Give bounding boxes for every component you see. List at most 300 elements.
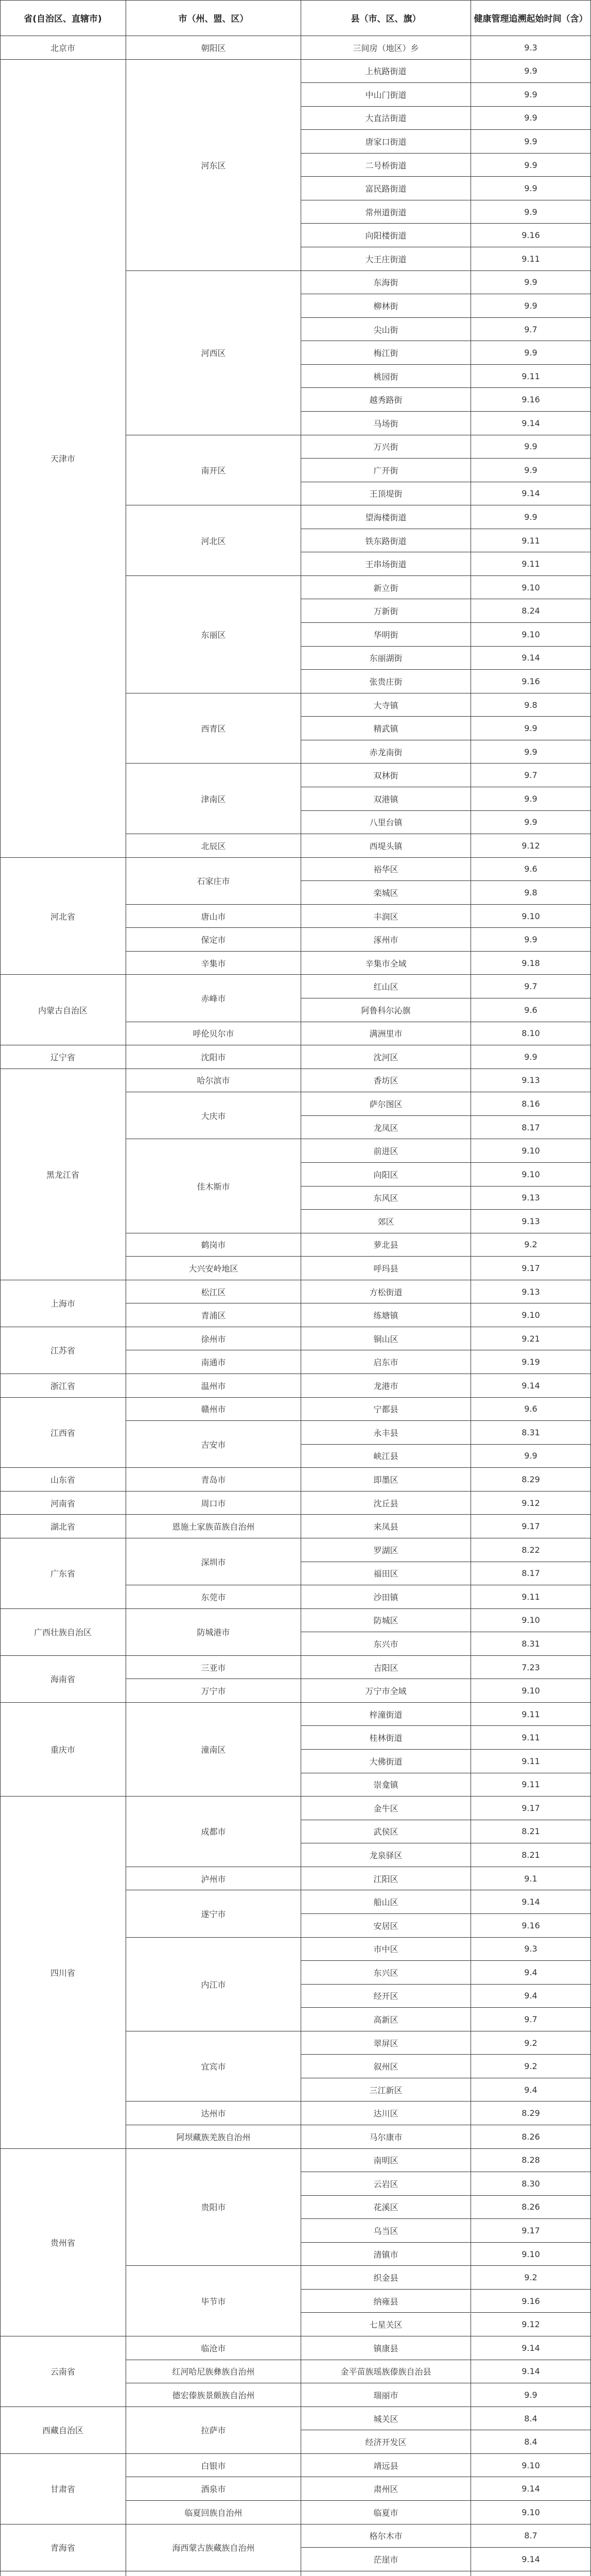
date-cell: 9.4 <box>471 2078 591 2102</box>
county-cell: 云岩区 <box>301 2172 471 2196</box>
date-cell: 9.19 <box>471 1350 591 1374</box>
date-cell: 8.16 <box>471 1092 591 1116</box>
county-cell: 富民路街道 <box>301 177 471 200</box>
date-cell: 9.9 <box>471 2383 591 2407</box>
county-cell: 罗湖区 <box>301 1538 471 1562</box>
date-cell: 8.30 <box>471 2172 591 2196</box>
date-cell: 9.14 <box>471 2336 591 2360</box>
city-cell: 津南区 <box>126 764 301 834</box>
county-cell: 马场街 <box>301 412 471 435</box>
date-cell: 9.17 <box>471 1515 591 1538</box>
date-cell: 8.24 <box>471 599 591 623</box>
date-cell: 9.10 <box>471 2454 591 2478</box>
county-cell: 上杭路街道 <box>301 60 471 83</box>
county-cell: 王顶堤街 <box>301 482 471 506</box>
date-cell: 9.11 <box>471 247 591 271</box>
county-cell: 江阳区 <box>301 1867 471 1891</box>
date-cell: 8.21 <box>471 1820 591 1844</box>
county-cell: 七星关区 <box>301 2313 471 2337</box>
date-cell: 9.16 <box>471 1914 591 1938</box>
county-cell: 丰润区 <box>301 905 471 928</box>
city-cell: 万宁市 <box>126 1679 301 1703</box>
header-time: 健康管理追溯起始时间（含） <box>471 0 591 36</box>
county-cell: 即墨区 <box>301 1468 471 1492</box>
date-cell: 9.11 <box>471 1750 591 1773</box>
province-cell: 湖北省 <box>0 1515 126 1538</box>
county-cell: 武侯区 <box>301 1820 471 1844</box>
county-cell: 高新区 <box>301 2008 471 2031</box>
date-cell: 8.29 <box>471 1468 591 1492</box>
county-cell: 方松街道 <box>301 1280 471 1304</box>
province-cell: 海南省 <box>0 1656 126 1703</box>
date-cell: 9.9 <box>471 177 591 200</box>
date-cell: 9.11 <box>471 1773 591 1797</box>
city-cell: 酒泉市 <box>126 2477 301 2501</box>
county-cell: 花溪区 <box>301 2196 471 2219</box>
date-cell: 8.17 <box>471 1562 591 1586</box>
province-cell: 贵州省 <box>0 2149 126 2336</box>
date-cell: 9.1 <box>471 1867 591 1891</box>
county-cell: 新立街 <box>301 576 471 600</box>
city-cell: 大庆市 <box>126 1092 301 1139</box>
county-cell: 临夏市 <box>301 2501 471 2524</box>
county-cell: 大佛街道 <box>301 1750 471 1773</box>
date-cell: 9.9 <box>471 717 591 740</box>
county-cell: 精武镇 <box>301 717 471 740</box>
city-cell: 贵阳市 <box>126 2149 301 2266</box>
province-cell: 山东省 <box>0 1468 126 1492</box>
city-cell: 东莞市 <box>126 1585 301 1609</box>
county-cell: 裕华区 <box>301 858 471 882</box>
date-cell: 8.17 <box>471 1116 591 1140</box>
city-cell: 拉萨市 <box>126 2407 301 2454</box>
county-cell: 铜山区 <box>301 1327 471 1351</box>
date-cell: 9.14 <box>471 482 591 506</box>
county-cell: 辛集市全域 <box>301 952 471 975</box>
date-cell: 9.11 <box>471 1585 591 1609</box>
date-cell: 8.4 <box>471 2430 591 2454</box>
county-cell: 西堤头镇 <box>301 834 471 858</box>
county-cell: 南明区 <box>301 2149 471 2173</box>
date-cell: 8.21 <box>471 1843 591 1867</box>
county-cell: 东风区 <box>301 1187 471 1210</box>
date-cell: 9.14 <box>471 2548 591 2571</box>
header-city: 市（州、盟、区） <box>126 0 301 36</box>
county-cell: 东丽湖街 <box>301 647 471 670</box>
county-cell: 三江新区 <box>301 2078 471 2102</box>
date-cell: 9.13 <box>471 1280 591 1304</box>
province-cell: 广东省 <box>0 1538 126 1609</box>
date-cell: 9.18 <box>471 952 591 975</box>
city-cell: 沈阳市 <box>126 1045 301 1069</box>
province-cell: 辽宁省 <box>0 1045 126 1069</box>
county-cell: 龙泉驿区 <box>301 1843 471 1867</box>
date-cell: 9.11 <box>471 1703 591 1726</box>
date-cell: 9.2 <box>471 1233 591 1257</box>
date-cell: 9.16 <box>471 388 591 412</box>
date-cell: 9.9 <box>471 435 591 459</box>
city-cell: 临沧市 <box>126 2336 301 2360</box>
county-cell: 城关区 <box>301 2407 471 2431</box>
date-cell: 9.4 <box>471 1985 591 2008</box>
date-cell: 9.10 <box>471 2243 591 2266</box>
city-cell: 哈尔滨市 <box>126 1069 301 1093</box>
county-cell: 常州道街道 <box>301 200 471 224</box>
date-cell: 9.9 <box>471 130 591 154</box>
province-cell: 西藏自治区 <box>0 2407 126 2454</box>
date-cell: 9.14 <box>471 647 591 670</box>
date-cell: 9.9 <box>471 787 591 811</box>
county-cell: 铁东路街道 <box>301 529 471 553</box>
date-cell: 9.10 <box>471 1679 591 1703</box>
date-cell: 9.7 <box>471 2008 591 2031</box>
county-cell: 向阳区 <box>301 1163 471 1187</box>
county-cell: 萨尔图区 <box>301 1092 471 1116</box>
county-cell: 王串场街道 <box>301 552 471 576</box>
city-cell: 佳木斯市 <box>126 1139 301 1233</box>
header-county: 县（市、区、旗） <box>301 0 471 36</box>
city-cell: 赤峰市 <box>126 975 301 1022</box>
city-cell: 青浦区 <box>126 1303 301 1327</box>
province-cell: 内蒙古自治区 <box>0 975 126 1045</box>
county-cell: 万宁市全域 <box>301 1679 471 1703</box>
city-cell: 石家庄市 <box>126 858 301 905</box>
date-cell: 9.9 <box>471 107 591 130</box>
county-cell: 梓潼街道 <box>301 1703 471 1726</box>
city-cell: 泸州市 <box>126 1867 301 1891</box>
date-cell: 9.10 <box>471 1163 591 1187</box>
county-cell: 织金县 <box>301 2266 471 2290</box>
province-cell: 江西省 <box>0 1398 126 1468</box>
date-cell: 9.8 <box>471 693 591 717</box>
county-cell: 郊区 <box>301 1210 471 1233</box>
city-cell: 大兴安岭地区 <box>126 1257 301 1280</box>
city-cell: 保定市 <box>126 928 301 952</box>
date-cell: 8.10 <box>471 1022 591 1046</box>
city-cell: 深圳市 <box>126 1538 301 1585</box>
county-cell: 双港镇 <box>301 787 471 811</box>
county-cell: 越秀路街 <box>301 388 471 412</box>
county-cell: 福田区 <box>301 1562 471 1586</box>
county-cell: 永丰县 <box>301 1421 471 1445</box>
county-cell: 万兴街 <box>301 435 471 459</box>
city-cell: 朝阳区 <box>126 36 301 60</box>
county-cell: 船山区 <box>301 1890 471 1914</box>
city-cell: 松江区 <box>126 1280 301 1304</box>
county-cell: 红山区 <box>301 975 471 998</box>
date-cell: 9.12 <box>471 834 591 858</box>
date-cell: 8.28 <box>471 2149 591 2173</box>
county-cell: 大王庄街道 <box>301 247 471 271</box>
county-cell: 双林街 <box>301 764 471 787</box>
city-cell: 河北区 <box>126 505 301 576</box>
county-cell: 东兴区 <box>301 1961 471 1985</box>
date-cell: 9.10 <box>471 1609 591 1633</box>
date-cell: 9.4 <box>471 1961 591 1985</box>
city-cell: 三亚市 <box>126 1656 301 1680</box>
county-cell: 尖山街 <box>301 318 471 342</box>
date-cell: 9.9 <box>471 740 591 764</box>
date-cell: 9.11 <box>471 1726 591 1750</box>
date-cell: 9.2 <box>471 2266 591 2290</box>
date-cell: 9.16 <box>471 224 591 247</box>
date-cell: 9.17 <box>471 1257 591 1280</box>
date-cell: 9.6 <box>471 1398 591 1421</box>
county-cell: 肃州区 <box>301 2477 471 2501</box>
date-cell: 9.14 <box>471 412 591 435</box>
city-cell: 白银市 <box>126 2454 301 2478</box>
city-cell: 赣州市 <box>126 1398 301 1421</box>
city-cell: 临夏回族自治州 <box>126 2501 301 2524</box>
province-cell: 青海省 <box>0 2524 126 2571</box>
province-cell: 浙江省 <box>0 1374 126 1398</box>
date-cell: 7.23 <box>471 1656 591 1680</box>
county-cell: 栾城区 <box>301 881 471 905</box>
county-cell: 启东市 <box>301 1350 471 1374</box>
date-cell <box>471 2571 591 2576</box>
city-cell: 辛集市 <box>126 952 301 975</box>
date-cell: 9.9 <box>471 271 591 295</box>
city-cell: 东丽区 <box>126 576 301 693</box>
city-cell: 吉安市 <box>126 1421 301 1468</box>
date-cell: 9.10 <box>471 2501 591 2524</box>
county-cell: 张贵庄街 <box>301 670 471 693</box>
date-cell: 9.3 <box>471 1938 591 1961</box>
date-cell: 9.9 <box>471 294 591 318</box>
county-cell: 翠屏区 <box>301 2031 471 2055</box>
county-cell: 来凤县 <box>301 1515 471 1538</box>
date-cell: 9.2 <box>471 2031 591 2055</box>
county-cell: 茫崖市 <box>301 2548 471 2571</box>
date-cell: 9.9 <box>471 60 591 83</box>
county-cell: 唐家口街道 <box>301 130 471 154</box>
county-cell: 市中区 <box>301 1938 471 1961</box>
city-cell <box>126 2571 301 2576</box>
province-cell: 江苏省 <box>0 1327 126 1374</box>
date-cell: 9.9 <box>471 1445 591 1468</box>
date-cell: 9.14 <box>471 2360 591 2384</box>
county-cell: 前进区 <box>301 1139 471 1163</box>
city-cell: 遂宁市 <box>126 1890 301 1937</box>
city-cell: 恩施土家族苗族自治州 <box>126 1515 301 1538</box>
county-cell: 靖远县 <box>301 2454 471 2478</box>
date-cell: 9.7 <box>471 764 591 787</box>
date-cell: 9.11 <box>471 365 591 388</box>
date-cell: 8.22 <box>471 1538 591 1562</box>
date-cell: 9.21 <box>471 1327 591 1351</box>
county-cell: 瑞丽市 <box>301 2383 471 2407</box>
date-cell: 9.9 <box>471 154 591 177</box>
county-cell: 华明街 <box>301 623 471 647</box>
province-cell: 天津市 <box>0 60 126 858</box>
city-cell: 达州市 <box>126 2102 301 2125</box>
county-cell: 龙凤区 <box>301 1116 471 1140</box>
date-cell: 9.9 <box>471 505 591 529</box>
date-cell: 9.10 <box>471 576 591 600</box>
city-cell: 成都市 <box>126 1797 301 1867</box>
city-cell: 徐州市 <box>126 1327 301 1351</box>
city-cell: 潼南区 <box>126 1703 301 1797</box>
city-cell: 周口市 <box>126 1492 301 1515</box>
date-cell: 9.13 <box>471 1210 591 1233</box>
county-cell: 桃园街 <box>301 365 471 388</box>
date-cell: 9.16 <box>471 2290 591 2313</box>
date-cell: 9.9 <box>471 459 591 482</box>
date-cell: 8.4 <box>471 2407 591 2431</box>
province-cell: 上海市 <box>0 1280 126 1327</box>
date-cell: 8.31 <box>471 1421 591 1445</box>
city-cell: 毕节市 <box>126 2266 301 2336</box>
date-cell: 9.10 <box>471 1139 591 1163</box>
county-cell: 清镇市 <box>301 2243 471 2266</box>
city-cell: 宜宾市 <box>126 2031 301 2102</box>
city-cell: 防城港市 <box>126 1609 301 1656</box>
city-cell: 河西区 <box>126 271 301 435</box>
county-cell: 金平苗族瑶族傣族自治县 <box>301 2360 471 2384</box>
city-cell: 北辰区 <box>126 834 301 858</box>
county-cell: 纳雍县 <box>301 2290 471 2313</box>
date-cell: 9.12 <box>471 1492 591 1515</box>
county-cell: 马尔康市 <box>301 2125 471 2149</box>
county-cell: 宁都县 <box>301 1398 471 1421</box>
date-cell: 8.31 <box>471 1632 591 1656</box>
county-cell: 涿州市 <box>301 928 471 952</box>
county-cell: 峡江县 <box>301 1445 471 1468</box>
date-cell: 9.9 <box>471 200 591 224</box>
county-cell: 金牛区 <box>301 1797 471 1820</box>
city-cell: 红河哈尼族彝族自治州 <box>126 2360 301 2384</box>
date-cell: 9.8 <box>471 881 591 905</box>
city-cell: 鹤岗市 <box>126 1233 301 1257</box>
county-cell: 镇康县 <box>301 2336 471 2360</box>
date-cell: 8.7 <box>471 2524 591 2548</box>
county-cell: 崇龛镇 <box>301 1773 471 1797</box>
county-cell: 经济开发区 <box>301 2430 471 2454</box>
date-cell: 9.9 <box>471 83 591 107</box>
county-cell: 东海街 <box>301 271 471 295</box>
city-cell: 温州市 <box>126 1374 301 1398</box>
city-cell: 南开区 <box>126 435 301 506</box>
county-cell: 柳林街 <box>301 294 471 318</box>
province-cell: 黑龙江省 <box>0 1069 126 1280</box>
county-cell: 乌当区 <box>301 2219 471 2243</box>
date-cell: 8.26 <box>471 2125 591 2149</box>
county-cell: 沈丘县 <box>301 1492 471 1515</box>
date-cell: 9.9 <box>471 811 591 835</box>
date-cell: 9.14 <box>471 1890 591 1914</box>
province-cell: 广西壮族自治区 <box>0 1609 126 1656</box>
county-cell: 叙州区 <box>301 2055 471 2078</box>
province-cell: 甘肃省 <box>0 2454 126 2524</box>
county-cell: 安居区 <box>301 1914 471 1938</box>
city-cell: 河东区 <box>126 60 301 271</box>
date-cell: 8.29 <box>471 2102 591 2125</box>
date-cell: 9.7 <box>471 975 591 998</box>
county-cell: 大寺镇 <box>301 693 471 717</box>
county-cell: 达川区 <box>301 2102 471 2125</box>
county-cell: 沈河区 <box>301 1045 471 1069</box>
date-cell: 9.3 <box>471 36 591 60</box>
county-cell: 望海楼街道 <box>301 505 471 529</box>
city-cell: 青岛市 <box>126 1468 301 1492</box>
date-cell: 9.17 <box>471 2219 591 2243</box>
city-cell: 南通市 <box>126 1350 301 1374</box>
city-cell: 阿坝藏族羌族自治州 <box>126 2125 301 2149</box>
city-cell: 西青区 <box>126 693 301 764</box>
county-cell: 沙田镇 <box>301 1585 471 1609</box>
county-cell: 吉阳区 <box>301 1656 471 1680</box>
date-cell: 9.6 <box>471 998 591 1022</box>
province-cell: 河南省 <box>0 1492 126 1515</box>
date-cell: 9.11 <box>471 552 591 576</box>
county-cell: 阿鲁科尔沁旗 <box>301 998 471 1022</box>
city-cell: 唐山市 <box>126 905 301 928</box>
date-cell: 9.7 <box>471 318 591 342</box>
date-cell: 9.13 <box>471 1187 591 1210</box>
province-cell: 云南省 <box>0 2336 126 2407</box>
county-cell: 向阳楼街道 <box>301 224 471 247</box>
table-header <box>0 0 591 36</box>
date-cell: 9.14 <box>471 2477 591 2501</box>
date-cell: 8.26 <box>471 2196 591 2219</box>
date-cell: 9.10 <box>471 1303 591 1327</box>
date-cell: 9.9 <box>471 928 591 952</box>
county-cell: 满洲里市 <box>301 1022 471 1046</box>
date-cell: 9.12 <box>471 2313 591 2337</box>
city-cell: 内江市 <box>126 1938 301 2031</box>
county-cell: 经开区 <box>301 1985 471 2008</box>
date-cell: 9.10 <box>471 905 591 928</box>
county-cell: 三间房（地区）乡 <box>301 36 471 60</box>
date-cell: 9.10 <box>471 623 591 647</box>
county-cell: 二号桥街道 <box>301 154 471 177</box>
county-cell: 防城区 <box>301 1609 471 1633</box>
province-cell: 北京市 <box>0 36 126 60</box>
county-cell: 练塘镇 <box>301 1303 471 1327</box>
county-cell: 格尔木市 <box>301 2524 471 2548</box>
date-cell: 9.9 <box>471 1045 591 1069</box>
city-cell: 呼伦贝尔市 <box>126 1022 301 1046</box>
city-cell: 德宏傣族景颇族自治州 <box>126 2383 301 2407</box>
county-cell: 梅江街 <box>301 341 471 365</box>
county-cell: 香坊区 <box>301 1069 471 1093</box>
county-cell: 萝北县 <box>301 1233 471 1257</box>
county-cell: 八里台镇 <box>301 811 471 835</box>
date-cell: 9.11 <box>471 529 591 553</box>
county-cell: 呼玛县 <box>301 1257 471 1280</box>
county-cell: 广开街 <box>301 459 471 482</box>
date-cell: 9.6 <box>471 858 591 882</box>
county-cell: 大直沽街道 <box>301 107 471 130</box>
header-province: 省(自治区、直辖市) <box>0 0 126 36</box>
county-cell: 赤龙南街 <box>301 740 471 764</box>
date-cell: 9.16 <box>471 670 591 693</box>
county-cell: 东兴市 <box>301 1632 471 1656</box>
date-cell: 9.13 <box>471 1069 591 1093</box>
province-cell: 重庆市 <box>0 1703 126 1797</box>
province-cell: 河北省 <box>0 858 126 975</box>
county-cell: 万新街 <box>301 599 471 623</box>
county-cell <box>301 2571 471 2576</box>
county-cell: 中山门街道 <box>301 83 471 107</box>
date-cell: 9.14 <box>471 1374 591 1398</box>
date-cell: 9.9 <box>471 341 591 365</box>
county-cell: 龙港市 <box>301 1374 471 1398</box>
county-cell: 桂林街道 <box>301 1726 471 1750</box>
province-cell: 四川省 <box>0 1797 126 2148</box>
province-cell <box>0 2571 126 2576</box>
city-cell: 海西蒙古族藏族自治州 <box>126 2524 301 2571</box>
